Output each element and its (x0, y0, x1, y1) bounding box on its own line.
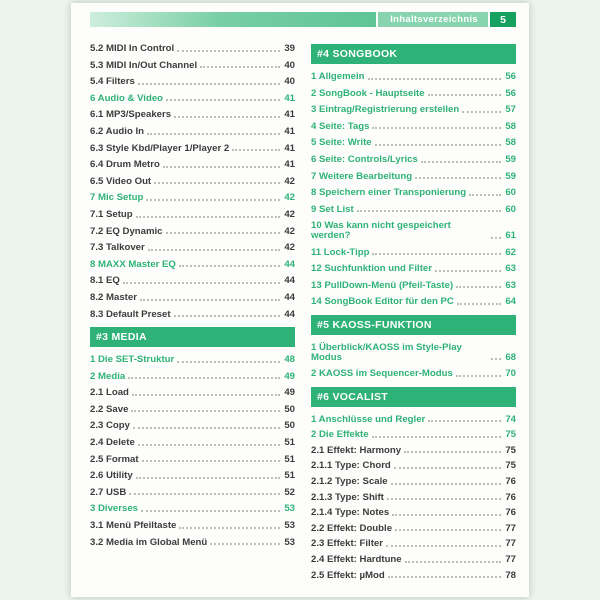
dotted-leader (210, 543, 280, 545)
page-header-bar (90, 12, 516, 27)
toc-entry-label: 2 Media (90, 370, 126, 382)
toc-entry-label: 2.2 Effekt: Double (311, 522, 393, 534)
toc-entry (311, 297, 516, 307)
toc-entry-label: 3 Eintrag/Registrierung erstellen (311, 104, 460, 116)
toc-entry (90, 310, 295, 320)
toc-entry (90, 193, 295, 203)
toc-entry-page: 44 (284, 291, 295, 303)
toc-entry-label: 6.3 Style Kbd/Player 1/Player 2 (90, 142, 230, 154)
toc-entry-label: 5.2 MIDI In Control (90, 43, 175, 54)
toc-entry (311, 281, 516, 291)
toc-entry (311, 264, 516, 274)
dotted-leader (421, 161, 501, 163)
toc-entry-label: 2.1.4 Type: Notes (311, 507, 390, 519)
toc-entry-label: 2.1.2 Type: Scale (311, 476, 388, 488)
toc-entry-page: 41 (284, 109, 295, 121)
toc-entry (90, 405, 295, 415)
toc-entry-label: 2.2 Save (90, 403, 129, 415)
dotted-leader (372, 127, 501, 129)
toc-entry-label: 7.1 Setup (90, 208, 133, 220)
toc-entry (90, 243, 295, 253)
toc-entry-label: 13 PullDown-Menü (Pfeil-Taste) (311, 279, 454, 291)
toc-entry-label: 8.2 Master (90, 291, 137, 303)
dotted-leader (179, 265, 280, 267)
toc-entry (90, 144, 295, 154)
dotted-leader (146, 199, 280, 201)
toc-entry (90, 160, 295, 170)
dotted-leader (131, 410, 280, 412)
dotted-leader (136, 216, 280, 218)
toc-entry (90, 260, 295, 270)
toc-entry-page: 42 (284, 225, 295, 237)
dotted-leader (177, 50, 280, 52)
dotted-leader (415, 177, 501, 179)
toc-entry-label: 3 Diverses (90, 503, 139, 515)
toc-entry-label: 2.1.1 Type: Chord (311, 460, 391, 472)
toc-entry (311, 524, 516, 534)
toc-entry-label: 2.5 Format (90, 453, 139, 465)
toc-entry-page: 49 (284, 370, 295, 382)
toc-entry-label: 6.5 Video Out (90, 175, 152, 187)
dotted-leader (132, 394, 280, 396)
toc-entry (90, 538, 295, 548)
toc-entry-label: 2.4 Effekt: Hardtune (311, 554, 402, 566)
toc-section (311, 387, 516, 581)
toc-entry-page: 75 (505, 429, 516, 441)
toc-entry-page: 58 (505, 137, 516, 149)
header-bar-fill (90, 12, 376, 27)
toc-entry-page: 49 (284, 387, 295, 399)
dotted-leader (166, 99, 280, 101)
dotted-leader (392, 514, 501, 516)
dotted-leader (372, 436, 501, 438)
toc-entry (311, 508, 516, 518)
toc-entry-page: 42 (284, 208, 295, 220)
dotted-leader (372, 253, 501, 255)
toc-entry-label: 4 Seite: Tags (311, 120, 370, 132)
dotted-leader (462, 111, 501, 113)
toc-entry-label: 2.6 Utility (90, 470, 133, 482)
toc-entry (90, 488, 295, 498)
toc-entry (90, 94, 295, 104)
dotted-leader (368, 78, 502, 80)
toc-entry-page: 77 (505, 538, 516, 550)
dotted-leader (357, 210, 501, 212)
toc-entry (90, 77, 295, 87)
toc-entry-page: 53 (284, 503, 295, 515)
toc-entry-label: 10 Was kann nicht gespeichert werden? (311, 220, 451, 241)
toc-entry (311, 555, 516, 565)
toc-entry-page: 40 (284, 76, 295, 88)
toc-entry-page: 75 (505, 460, 516, 472)
toc-entry-label: 7.3 Talkover (90, 242, 145, 254)
toc-entry-page: 42 (284, 192, 295, 204)
dotted-leader (491, 358, 501, 360)
toc-entry-label: 2.5 Effekt: µMod (311, 569, 385, 581)
toc-entry (90, 521, 295, 531)
toc-entry (311, 343, 516, 362)
toc-entry-page: 76 (505, 491, 516, 503)
dotted-leader (174, 315, 280, 317)
toc-entry-label: 6 Seite: Controls/Lyrics (311, 153, 418, 165)
toc-entry-label: 1 Allgemein (311, 71, 365, 82)
toc-entry-page: 77 (505, 554, 516, 566)
toc-entry-label: 5.4 Filters (90, 76, 135, 88)
toc-entry-label: 2 Die Effekte (311, 429, 369, 441)
dotted-leader (394, 467, 501, 469)
page-number-badge: 5 (490, 12, 516, 27)
toc-entry-label: 8.3 Default Preset (90, 308, 171, 320)
dotted-leader (405, 561, 501, 563)
toc-entry-page: 61 (505, 229, 516, 241)
toc-entry-page: 51 (284, 437, 295, 449)
toc-entry-label: 9 Set List (311, 203, 354, 215)
dotted-leader (469, 194, 501, 196)
toc-entry-page: 59 (505, 170, 516, 182)
toc-entry-label: 2.7 USB (90, 486, 127, 498)
toc-entry-page: 56 (505, 71, 516, 82)
dotted-leader (177, 361, 280, 363)
toc-entry (90, 388, 295, 398)
toc-entry (311, 221, 516, 240)
toc-entry (311, 539, 516, 549)
toc-entry-label: 6.1 MP3/Speakers (90, 109, 172, 121)
toc-entry (311, 188, 516, 198)
toc-entry-label: 6.4 Drum Metro (90, 159, 160, 171)
toc-entry (311, 493, 516, 503)
toc-entry-page: 50 (284, 420, 295, 432)
toc-entry-label: 2.4 Delete (90, 437, 135, 449)
page-header-title: Inhaltsverzeichnis (390, 14, 478, 25)
toc-entry-label: 2 KAOSS im Sequencer-Modus (311, 368, 453, 380)
toc-entry-label: 2.1 Load (90, 387, 129, 399)
toc-entry-page: 59 (505, 153, 516, 165)
toc-entry-page: 63 (505, 263, 516, 275)
toc-entry-label: 8 MAXX Master EQ (90, 258, 176, 270)
toc-section (311, 315, 516, 379)
toc-entry (90, 227, 295, 237)
toc-entry (311, 571, 516, 581)
toc-entry (90, 471, 295, 481)
toc-entry-page: 75 (505, 444, 516, 456)
section-heading: #6 VOCALIST (311, 387, 516, 407)
dotted-leader (491, 237, 501, 239)
toc-entry-page: 48 (284, 354, 295, 366)
toc-entry-page: 44 (284, 275, 295, 287)
toc-entry (311, 430, 516, 440)
toc-entry-page: 68 (505, 351, 516, 363)
dotted-leader (154, 182, 280, 184)
toc-entry (90, 177, 295, 187)
dotted-leader (138, 444, 280, 446)
toc-entry-page: 41 (284, 159, 295, 171)
toc-entry-label: 7 Mic Setup (90, 192, 144, 204)
dotted-leader (457, 303, 501, 305)
dotted-leader (232, 149, 280, 151)
toc-entry-page: 58 (505, 120, 516, 132)
toc-entry-label: 14 SongBook Editor für den PC (311, 296, 454, 308)
section-heading: #3 MEDIA (90, 327, 295, 347)
toc-entry-page: 39 (284, 43, 295, 54)
section-heading: #4 SONGBOOK (311, 44, 516, 64)
toc-entry-page: 70 (505, 368, 516, 380)
toc-entry (311, 105, 516, 115)
toc-entry-label: 12 Suchfunktion und Filter (311, 263, 432, 275)
toc-column-left (90, 44, 295, 586)
toc-section (90, 327, 295, 547)
dotted-leader (388, 576, 501, 578)
toc-entry-label: 2.1.3 Type: Shift (311, 491, 384, 503)
toc-entry-page: 42 (284, 242, 295, 254)
toc-entry-page: 76 (505, 507, 516, 519)
toc-entry-label: 8 Speichern einer Transponierung (311, 187, 467, 199)
toc-entry-label: 11 Lock-Tipp (311, 246, 370, 258)
toc-entry-page: 41 (284, 142, 295, 154)
toc-entry-label: 7 Weitere Bearbeitung (311, 170, 413, 182)
toc-column-right (311, 44, 516, 586)
toc-entry (90, 421, 295, 431)
toc-entry-label: 3.2 Media im Global Menü (90, 536, 208, 548)
dotted-leader (404, 451, 501, 453)
toc-entry-page: 50 (284, 403, 295, 415)
dotted-leader (456, 375, 501, 377)
toc-entry-label: 2.1 Effekt: Harmony (311, 444, 402, 456)
dotted-leader (148, 249, 280, 251)
toc-entry-page: 63 (505, 279, 516, 291)
toc-entry (311, 446, 516, 456)
toc-entry (311, 172, 516, 182)
toc-entry-label: 2 SongBook - Hauptseite (311, 87, 425, 99)
dotted-leader (128, 377, 280, 379)
toc-entry (311, 89, 516, 99)
toc-entry-page: 57 (505, 104, 516, 116)
toc-entry (311, 461, 516, 471)
toc-entry-page: 44 (284, 258, 295, 270)
toc-entry (311, 369, 516, 379)
toc-entry (90, 355, 295, 365)
toc-entry-page: 62 (505, 246, 516, 258)
dotted-leader (166, 232, 280, 234)
toc-entry (90, 61, 295, 71)
toc-entry-label: 6 Audio & Video (90, 92, 164, 104)
dotted-leader (147, 133, 280, 135)
dotted-leader (395, 529, 501, 531)
toc-entry-page: 78 (505, 569, 516, 581)
dotted-leader (435, 270, 501, 272)
toc-entry-label: 6.2 Audio In (90, 125, 145, 137)
toc-entry (90, 110, 295, 120)
toc-entry-page: 41 (284, 92, 295, 104)
dotted-leader (387, 498, 501, 500)
toc-entry-label: 2.3 Copy (90, 420, 130, 432)
toc-entry (311, 415, 516, 425)
toc-entry-page: 52 (284, 486, 295, 498)
dotted-leader (174, 116, 280, 118)
dotted-leader (200, 66, 280, 68)
toc-entry-page: 40 (284, 59, 295, 71)
dotted-leader (163, 166, 280, 168)
dotted-leader (428, 94, 501, 96)
toc-entry-label: 1 Die SET-Struktur (90, 354, 175, 366)
toc-entry-page: 42 (284, 175, 295, 187)
toc-entry-label: 3.1 Menü Pfeiltaste (90, 520, 177, 532)
dotted-leader (142, 460, 280, 462)
dotted-leader (133, 427, 280, 429)
toc-entry-label: 1 Anschlüsse und Regler (311, 413, 426, 425)
toc-entry-page: 64 (505, 296, 516, 308)
toc-entry-page: 77 (505, 522, 516, 534)
toc-entry (90, 210, 295, 220)
toc-entry (90, 455, 295, 465)
document-page (71, 3, 529, 597)
toc-entry-page: 76 (505, 476, 516, 488)
toc-entry-label: 5.3 MIDI In/Out Channel (90, 59, 198, 71)
toc-entry (311, 72, 516, 82)
section-heading: #5 KAOSS-FUNKTION (311, 315, 516, 335)
toc-entry-label: 7.2 EQ Dynamic (90, 225, 163, 237)
dotted-leader (428, 420, 501, 422)
toc-entry-page: 53 (284, 520, 295, 532)
toc-entry-page: 41 (284, 125, 295, 137)
dotted-leader (386, 545, 501, 547)
toc-section (311, 44, 516, 307)
toc-entry (90, 44, 295, 54)
dotted-leader (456, 286, 501, 288)
toc-entry-label: 8.1 EQ (90, 275, 120, 287)
dotted-leader (391, 483, 501, 485)
toc-entry (311, 155, 516, 165)
toc-entry-page: 74 (505, 413, 516, 425)
toc-entry-page: 60 (505, 187, 516, 199)
dotted-leader (375, 144, 501, 146)
toc-entry (90, 127, 295, 137)
toc-section (90, 44, 295, 319)
toc-entry-page: 53 (284, 536, 295, 548)
dotted-leader (123, 282, 280, 284)
toc-entry (90, 276, 295, 286)
toc-entry (90, 504, 295, 514)
header-title-segment (378, 12, 488, 27)
toc-entry (90, 293, 295, 303)
dotted-leader (138, 83, 280, 85)
toc-entry-label: 5 Seite: Write (311, 137, 372, 149)
toc-entry (311, 122, 516, 132)
toc-entry (311, 205, 516, 215)
toc-entry-page: 51 (284, 453, 295, 465)
dotted-leader (129, 493, 280, 495)
toc-entry (311, 477, 516, 487)
dotted-leader (136, 477, 280, 479)
toc-entry (311, 248, 516, 258)
toc-entry (90, 438, 295, 448)
toc-entry (311, 138, 516, 148)
toc-entry-page: 60 (505, 203, 516, 215)
toc-entry-label: 1 Überblick/KAOSS im Style-Play Modus (311, 341, 462, 363)
toc-entry-page: 56 (505, 87, 516, 99)
dotted-leader (179, 527, 280, 529)
toc-entry-page: 51 (284, 470, 295, 482)
dotted-leader (140, 299, 280, 301)
toc-entry (90, 372, 295, 382)
toc-columns (71, 27, 529, 586)
dotted-leader (141, 510, 280, 512)
toc-entry-label: 2.3 Effekt: Filter (311, 538, 383, 550)
toc-entry-page: 44 (284, 308, 295, 320)
